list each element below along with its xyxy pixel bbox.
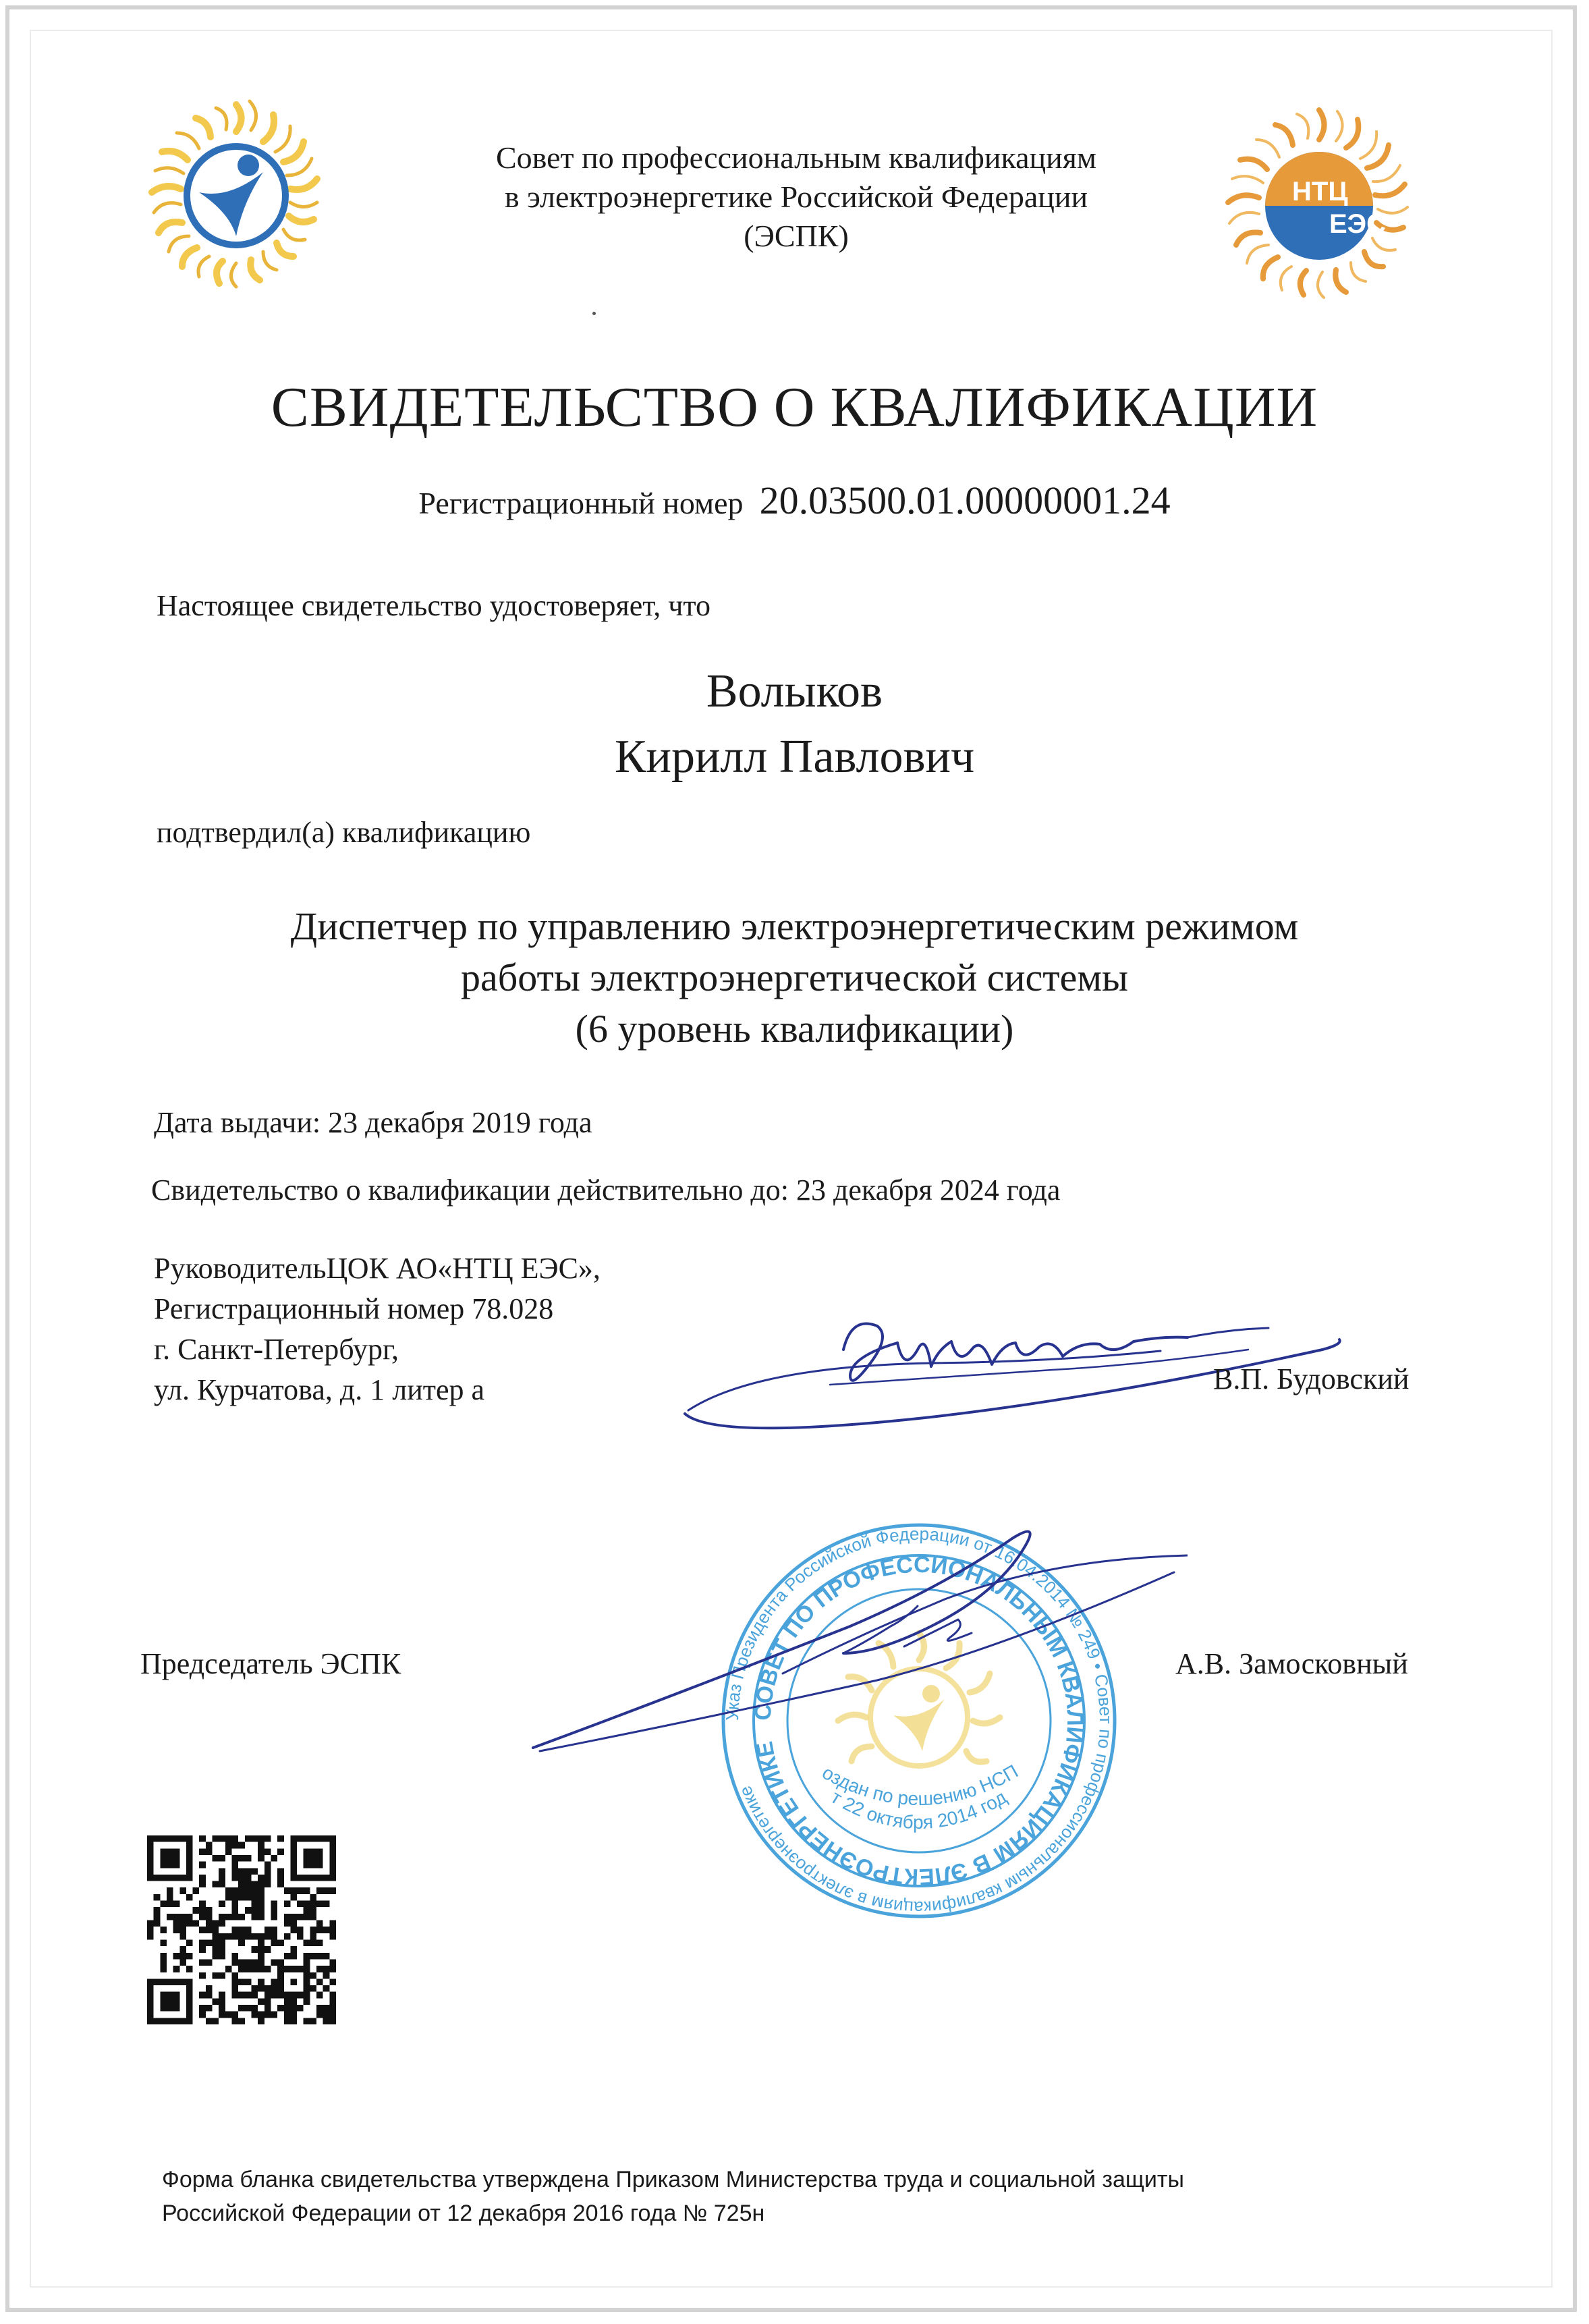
council-line-1: Совет по профессиональным квалификациям — [495, 140, 1097, 175]
qualification-line-2: работы электроэнергетической системы — [460, 956, 1128, 999]
footer-line-1: Форма бланка свидетельства утверждена Приказом Министерства труда и социальной защиты — [162, 2167, 1184, 2192]
certificate-title: СВИДЕТЕЛЬСТВО О КВАЛИФИКАЦИИ — [271, 376, 1318, 439]
qualification-line-1: Диспетчер по управлению электроэнергетическим режимом — [290, 904, 1299, 948]
certifies-text: Настоящее свидетельство удостоверяет, что — [157, 589, 711, 622]
qualification-block — [0, 901, 1589, 1055]
registration-label: Регистрационный номер — [418, 486, 744, 520]
footer-note — [162, 2163, 1184, 2230]
org-line-3: г. Санкт-Петербург, — [154, 1333, 399, 1366]
qr-code-icon — [147, 1835, 336, 2024]
holder-given-names: Кирилл Павлович — [614, 731, 975, 783]
qualification-line-3: (6 уровень квалификации) — [575, 1007, 1014, 1051]
seal-bottom-text-2: т 22 октября 2014 год — [827, 1786, 1011, 1833]
council-heading — [378, 138, 1215, 256]
org-line-1: РуководительЦОК АО«НТЦ ЕЭС», — [154, 1252, 601, 1285]
confirmed-text: подтвердил(а) квалификацию — [157, 816, 531, 849]
seal-inner-text: СОВЕТ ПО ПРОФЕССИОНАЛЬНЫМ КВАЛИФИКАЦИЯМ В ЭЛЕКТРОЭНЕРГЕТИКЕ — [750, 1551, 1088, 1890]
ntc-ees-sun-icon — [1208, 98, 1430, 314]
signature-zamoskovny — [526, 1518, 1188, 1778]
seal-bottom-text-1: оздан по решению НСП — [818, 1760, 1022, 1810]
org-line-4: ул. Курчатова, д. 1 литер а — [154, 1373, 485, 1406]
seal-outer-text: Указ Президента Российской Федерации от 16.04.2014 № 249 • Совет по профессиональным квалификациям в электроэнергетике — [721, 1523, 1117, 1918]
holder-surname: Волыков — [706, 665, 883, 717]
registration-line — [0, 478, 1589, 523]
valid-until: Свидетельство о квалификации действительно до: 23 декабря 2024 года — [151, 1173, 1061, 1207]
issue-date: Дата выдачи: 23 декабря 2019 года — [154, 1106, 592, 1139]
logo-text-ees: ЕЭС — [1329, 209, 1387, 239]
logo-text-ntc: НТЦ — [1292, 177, 1348, 206]
head-name: В.П. Будовский — [1213, 1362, 1410, 1395]
registration-number: 20.03500.01.00000001.24 — [759, 478, 1171, 522]
council-line-3: (ЭСПК) — [744, 219, 849, 253]
footer-line-2: Российской Федерации от 12 декабря 2016 года № 725н — [162, 2201, 765, 2226]
verification-qr-code — [147, 1835, 336, 2028]
sun-figure-icon — [135, 91, 337, 307]
ntc-ees-logo — [1208, 98, 1430, 317]
espk-logo — [135, 91, 337, 310]
chair-title: Председатель ЭСПК — [140, 1647, 401, 1680]
chair-name: А.В. Замосковный — [1175, 1647, 1408, 1680]
org-line-2: Регистрационный номер 78.028 — [154, 1292, 554, 1325]
council-line-2: в электроэнергетике Российской Федерации — [504, 179, 1088, 214]
speck-mark — [592, 312, 596, 315]
organization-block — [154, 1248, 601, 1410]
